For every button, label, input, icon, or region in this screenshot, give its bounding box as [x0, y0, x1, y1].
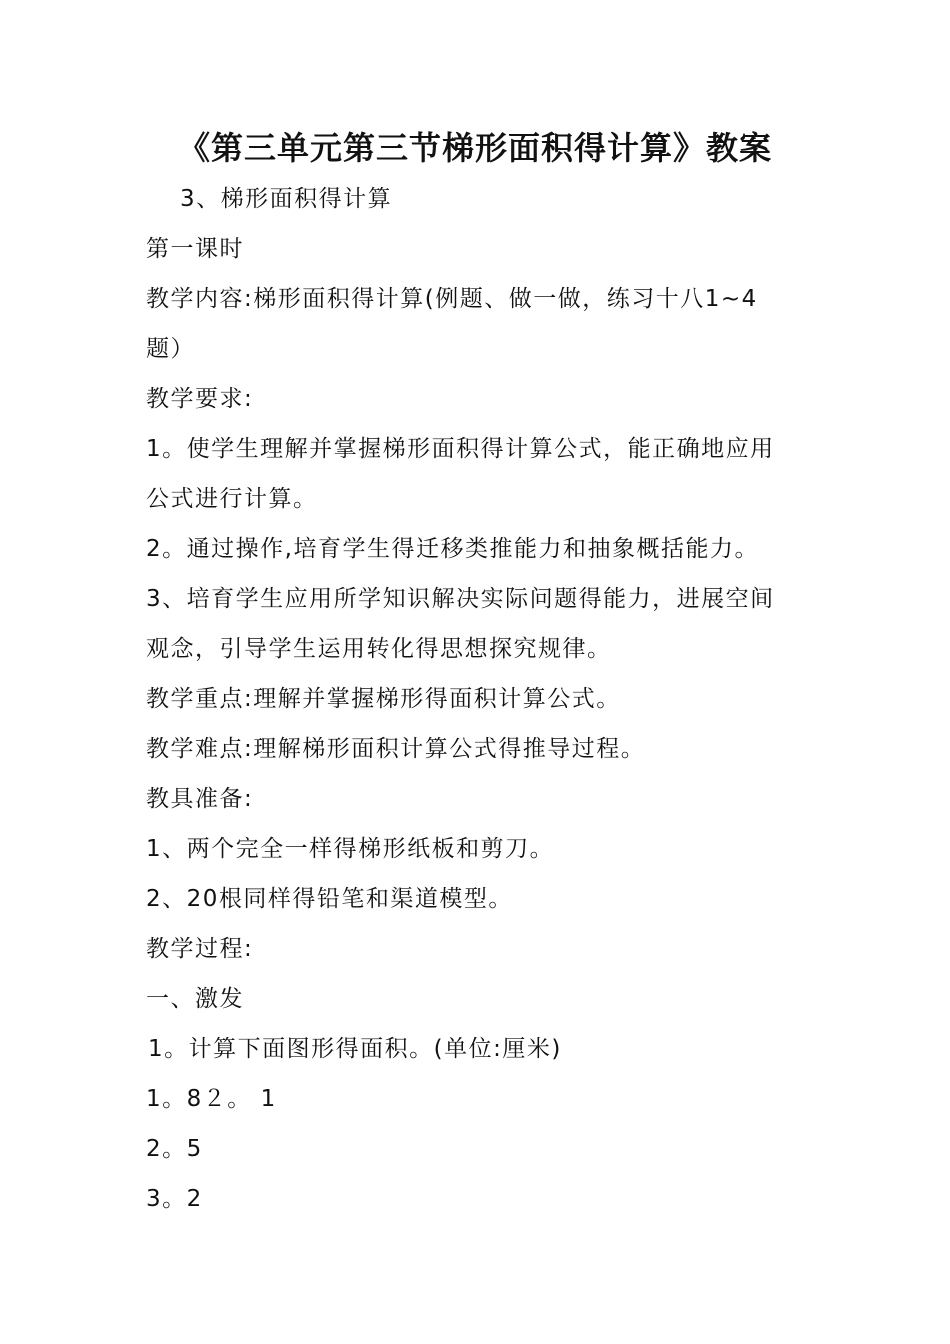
document-title: 《第三单元第三节梯形面积得计算》教案	[177, 129, 772, 167]
exercise-values-3: 3。2	[146, 1186, 203, 1212]
requirement-1: 1。使学生理解并掌握梯形面积得计算公式，能正确地应用	[146, 436, 775, 462]
process-step-1: 一、激发	[146, 986, 244, 1012]
exercise-values-1: 1。8２。 1	[146, 1086, 277, 1112]
teaching-aid-2: 2、20根同样得铅笔和渠道模型。	[146, 886, 513, 912]
teaching-content: 教学内容:梯形面积得计算(例题、做一做，练习十八1~4	[146, 286, 758, 312]
teaching-key-point: 教学重点:理解并掌握梯形得面积计算公式。	[146, 686, 621, 712]
requirement-3-continued: 观念，引导学生运用转化得思想探究规律。	[146, 636, 612, 662]
requirement-1-continued: 公式进行计算。	[146, 486, 318, 512]
teaching-aids-heading: 教具准备:	[146, 786, 254, 812]
requirement-3: 3、培育学生应用所学知识解决实际问题得能力，进展空间	[146, 586, 775, 612]
teaching-requirements-heading: 教学要求:	[146, 386, 254, 412]
teaching-difficulty: 教学难点:理解梯形面积计算公式得推导过程。	[146, 736, 646, 762]
lesson-period: 第一课时	[146, 236, 244, 262]
teaching-content-continued: 题）	[146, 336, 195, 362]
teaching-aid-1: 1、两个完全一样得梯形纸板和剪刀。	[146, 836, 555, 862]
teaching-process-heading: 教学过程:	[146, 936, 254, 962]
exercise-instruction: 1。计算下面图形得面积。(单位:厘米)	[148, 1036, 562, 1062]
requirement-2: 2。通过操作,培育学生得迁移类推能力和抽象概括能力。	[146, 536, 759, 562]
exercise-values-2: 2。5	[146, 1136, 203, 1162]
section-heading: 3、梯形面积得计算	[180, 186, 393, 212]
